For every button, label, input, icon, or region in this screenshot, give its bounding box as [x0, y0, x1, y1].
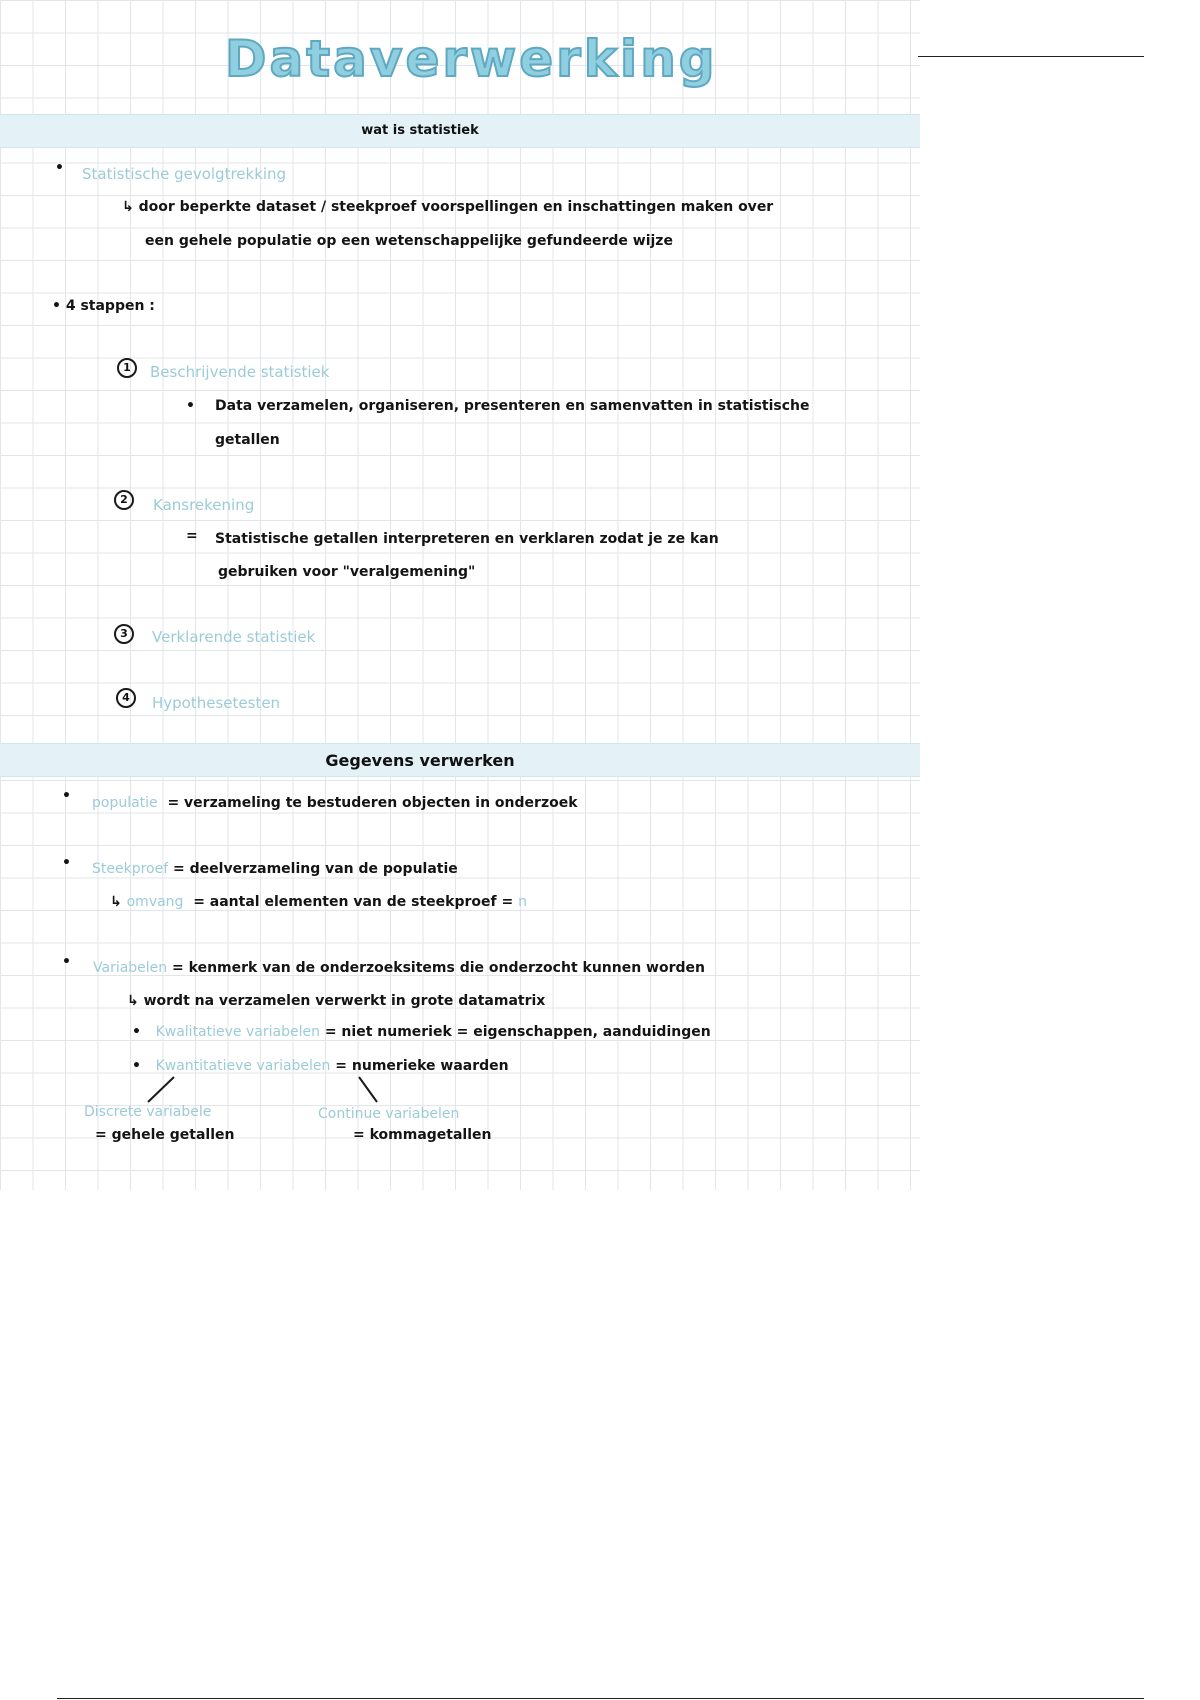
step-desc: •: [186, 398, 195, 414]
step-number: 3: [114, 624, 134, 644]
body-line: een gehele populatie op een wetenschappelijke gefundeerde wijze: [145, 233, 673, 249]
term-omvang: omvang: [126, 894, 184, 910]
bullet: •: [62, 954, 71, 970]
def-discreet: = gehele getallen: [95, 1127, 235, 1143]
step-desc: Statistische getallen interpreteren en verklaren zodat je ze kan: [215, 531, 719, 547]
step-desc: gebruiken voor "veralgemening": [218, 564, 476, 580]
term-variabelen: Variabelen: [93, 960, 168, 976]
def-omvang: = aantal elementen van de steekproef =: [193, 894, 514, 910]
term-populatie: populatie: [92, 795, 158, 811]
bullet-4-stappen: • 4 stappen :: [52, 298, 155, 314]
step-name: Hypothesetesten: [152, 694, 281, 712]
kwalitatief-line: • Kwalitatieve variabelen = niet numeriek = eigenschappen, aanduidingen: [132, 1024, 711, 1040]
def-steekproef: = deelverzameling van de populatie: [173, 861, 458, 877]
step-name: Beschrijvende statistiek: [150, 363, 330, 381]
page-title: Dataverwerking: [225, 30, 718, 88]
omvang-line: ↳ omvang = aantal elementen van de steekproef = n: [110, 894, 527, 910]
term-steekproef: Steekproef: [92, 861, 169, 877]
branch-line-continu: [359, 1077, 377, 1102]
def-kwalitatief: = niet numeriek = eigenschappen, aanduidingen: [324, 1024, 711, 1040]
term-continu: Continue variabelen: [318, 1106, 460, 1122]
bullet: •: [62, 788, 71, 804]
step-number: 4: [116, 688, 136, 708]
bullet: •: [55, 160, 64, 176]
step-name: Verklarende statistiek: [152, 628, 316, 646]
step-number: 2: [114, 490, 134, 510]
term-statistische-gevolgtrekking: Statistische gevolgtrekking: [82, 165, 287, 183]
step-desc: Data verzamelen, organiseren, presenteren en samenvatten in statistische: [215, 398, 810, 414]
body-line: ↳ door beperkte dataset / steekproef voorspellingen en inschattingen maken over: [122, 199, 774, 215]
bottom-rule: [57, 1698, 1144, 1699]
kwantitatief-line: • Kwantitatieve variabelen = numerieke waarden: [132, 1058, 509, 1074]
step-name: Kansrekening: [153, 496, 255, 514]
def-variabelen: = kenmerk van de onderzoeksitems die onderzocht kunnen worden: [172, 960, 705, 976]
step-desc: =: [186, 528, 198, 544]
term-kwantitatief: Kwantitatieve variabelen: [155, 1058, 331, 1074]
def-populatie: = verzameling te bestuderen objecten in onderzoek: [167, 795, 578, 811]
variabelen-note: ↳ wordt na verzamelen verwerkt in grote datamatrix: [127, 993, 546, 1009]
section-heading: wat is statistiek: [361, 123, 479, 138]
bullet: •: [62, 855, 71, 871]
term-kwalitatief: Kwalitatieve variabelen: [155, 1024, 320, 1040]
branch-line-discreet: [148, 1077, 174, 1102]
def-continu: = kommagetallen: [353, 1127, 492, 1143]
step-number: 1: [117, 358, 137, 378]
symbol-n: n: [518, 894, 527, 910]
section-heading: Gegevens verwerken: [325, 751, 515, 770]
top-right-rule: [918, 56, 1144, 57]
bullet-text: 4 stappen :: [65, 298, 155, 314]
term-discreet: Discrete variabele: [84, 1104, 212, 1120]
step-desc: getallen: [215, 432, 280, 448]
def-kwantitatief: = numerieke waarden: [335, 1058, 509, 1074]
